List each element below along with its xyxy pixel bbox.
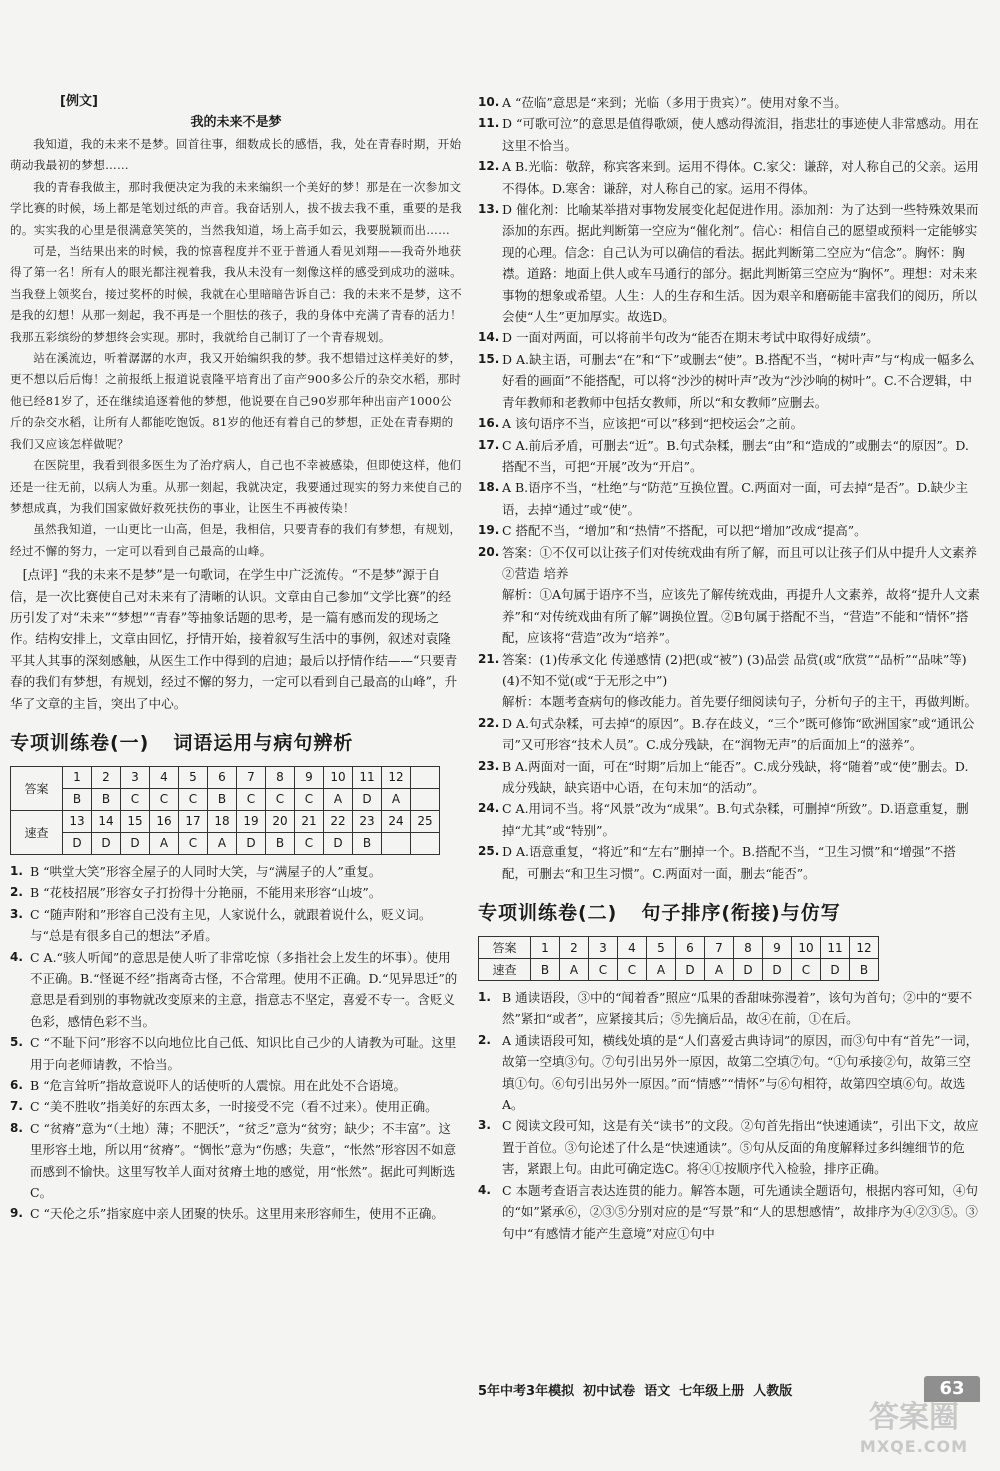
section1-subtitle: 词语运用与病句辨析 [173,731,354,754]
table-cell: D [324,832,353,854]
item-number: 1. [10,863,23,878]
list-item [10,882,462,903]
table-label-bottom: 速查 [479,959,531,981]
item-number: 19. [478,523,500,538]
table-cell: D [92,832,121,854]
table-cell: 6 [208,766,237,788]
item-text: B “花枝招展”形容女子打扮得十分艳丽，不能用来形容“山坡”。 [30,885,382,901]
table-cell: A [150,832,179,854]
table-row [479,959,879,981]
item-number: 23. [478,758,500,773]
section1-heading [10,728,462,758]
table-cell: B [63,788,92,810]
list-item [10,947,462,1033]
table-cell: 8 [266,766,295,788]
list-item [10,1118,462,1204]
table-cell: D [734,959,763,981]
item-text: C “贫瘠”意为“（土地）薄；不肥沃”，“贫乏”意为“贫穷；缺少；不丰富”。这里形容土地，所以用“贫瘠”。“惆怅”意为“伤感；失意”，“怅然”形容因不如意而感到不愉快。这里写牧羊人面对贫瘠土地的感觉，用“怅然”。据此可判断选C。 [30,1120,457,1201]
table-cell: C [295,788,324,810]
table-label-top: 答案 [11,766,63,810]
item-text: A “莅临”意思是“来到；光临（多用于贵宾）”。使用对象不当。 [502,95,847,110]
table-cell: C [792,959,821,981]
table-cell: A [324,788,353,810]
list-item [478,1030,980,1116]
essay-paragraph: 可是，当结果出来的时候，我的惊喜程度并不亚于普通人看见刘翔——我奇外地获得了第一名！所有人的眼光都注视着我，我从未没有一刻像这样的感受到成功的滋味。当我登上领奖台，接过奖杯的时候，我就在心里暗暗告诉自己：我的未来不是梦，这不是我的幻想！从那一刻起，我不再是一个胆怯的孩子，我的身体中充满了青春的活力！我那五彩缤纷的梦想终会实现。那时，我就给自己制订了一个青春规划。 [10,244,462,344]
item-number: 10. [478,95,500,109]
list-item [478,199,980,327]
table-label-bottom: 速查 [11,810,63,854]
page-number: 63 [924,1376,980,1402]
list-item [478,413,980,434]
essay-paragraph: 在医院里，我看到很多医生为了治疗病人，自己也不幸被感染，但即使这样，他们还是一往无前，以病人为重。从那一刻起，我就决定，我要通过现实的努力来使自己的梦想成真，为我们国家做好救死扶伤的事业，让医生不再被传染！ [10,458,462,515]
table-cell: D [353,788,382,810]
list-item [478,520,980,541]
essay-paragraph: 我的青春我做主，那时我便决定为我的未来编织一个美好的梦！那是在一次参加文学比赛的时候，场上都是笔划过纸的声音。我奋话别人，拔不拔去我不重，重要的是我的。实实我的心里是很满意笑笑的，当然我知道，场上高手如云，我要脱颖而出…… [10,179,462,237]
section1-items-right [478,92,980,884]
table-cell: D [121,832,150,854]
section1-title: 专项训练卷(一) [10,731,150,754]
footer-text: 5年中考3年模拟 初中试卷 语文 七年级上册 人教版 [478,1383,793,1399]
item-number: 22. [478,715,500,730]
table-cell: B [266,832,295,854]
table-cell: B [850,959,879,981]
table-cell: 3 [121,766,150,788]
item-number: 3. [478,1118,491,1133]
table-cell: C [618,959,647,981]
item-text: B “哄堂大笑”形容全屋子的人同时大笑，与“满屋子的人”重复。 [30,863,382,879]
list-item [478,798,980,841]
table-cell: C [150,788,179,810]
essay-paragraph: 站在溪流边，听着潺潺的水声，我又开始编织我的梦。我不想错过这样美好的梦，更不想以后后悔！之前报纸上报道说袁隆平培育出了亩产900多公斤的杂交水稻，那时他已经81岁了，还在继续追逐着他的梦想，他说要在自己90岁那年种出亩产1000公斤的杂交水稻，让所有人都能吃饱饭。81岁的他还有着自己的梦想，正处在青春期的我们又应该怎样做呢？ [10,351,462,451]
essay-body [10,134,462,562]
watermark-line1: 答案圈 [869,1400,959,1435]
table-cell: 13 [63,810,92,832]
list-item [10,904,462,947]
list-item [10,1032,462,1075]
list-item [10,861,462,882]
item-text: D A.语意重复，“将近”和“左右”删掉一个。B.搭配不当，“卫生习惯”和“增强”不搭配，可删去“和卫生习惯”。C.两面对一面，删去“能否”。 [502,844,956,881]
item-text: A B.光临：敬辞，称宾客来到。运用不得体。C.家父：谦辞，对人称自己的父亲。运用不得体。D.寒舍：谦辞，对人称自己的家。运用不得体。 [502,159,979,196]
list-item [478,713,980,756]
left-column [10,92,462,1225]
item-number: 2. [478,1032,491,1047]
item-text: D “可歌可泣”的意思是值得歌颂，使人感动得流泪，指悲壮的事迹使人非常感动。用在这里不恰当。 [502,116,979,153]
list-item [478,156,980,199]
table-cell: 2 [560,937,589,959]
item-text: C “天伦之乐”指家庭中亲人团聚的快乐。这里用来形容师生，使用不正确。 [30,1206,444,1222]
item-number: 7. [10,1099,23,1114]
section1-answer-table [10,766,440,855]
table-cell [411,788,440,810]
list-item [478,92,980,113]
table-cell: 20 [266,810,295,832]
item-text: C 搭配不当，“增加”和“热情”不搭配，可以把“增加”改成“提高”。 [502,523,867,539]
watermark-line2: MXQE.COM [859,1437,969,1456]
item-number: 1. [478,990,491,1005]
table-cell: 6 [676,937,705,959]
table-cell: 19 [237,810,266,832]
table-cell: A [208,832,237,854]
list-item [10,1203,462,1224]
list-item [478,1180,980,1244]
list-item [478,327,980,348]
item-number: 15. [478,351,500,366]
table-cell: 4 [618,937,647,959]
table-cell: 11 [821,937,850,959]
table-row [479,937,879,959]
list-item [478,649,980,713]
table-row [11,788,440,810]
table-cell: 18 [208,810,237,832]
table-cell: 24 [382,810,411,832]
item-number: 8. [10,1120,23,1135]
item-text: 答案：①不仅可以让孩子们对传统戏曲有所了解，而且可以让孩子们从中提升人文素养 ②营造 培养 解析：①A句属于语序不当，应该先了解传统戏曲，再提升人文素养，故将“提升人文素养”和“对传统戏曲有所了解”调换位置。②B句属于搭配不当，“营造”不能和“情怀”搭配，应该将“营造”改为“培养”。 [502,544,980,646]
item-number: 4. [478,1182,491,1197]
table-cell: 23 [353,810,382,832]
item-text: C “随声附和”形容自己没有主见，人家说什么，就跟着说什么，贬义词。与“总是有很多自己的想法”矛盾。 [30,906,432,944]
item-number: 4. [10,949,23,964]
section2-title: 专项训练卷(二) [478,902,618,925]
list-item [478,113,980,156]
essay-title: 我的未来不是梦 [190,115,282,130]
table-cell: 1 [531,937,560,959]
table-cell: 12 [850,937,879,959]
watermark-logo [832,1400,996,1464]
section2-heading [478,898,980,928]
item-number: 3. [10,906,23,921]
section2-subtitle: 句子排序(衔接)与仿写 [641,902,841,925]
table-cell: 5 [179,766,208,788]
essay-paragraph: 虽然我知道，一山更比一山高，但是，我相信，只要青春的我们有梦想，有规划，经过不懈的努力，一定可以看到自己最高的山峰。 [10,522,462,558]
item-text: C A.前后矛盾，可删去“近”。B.句式杂糅，删去“由”和“造成的”或删去“的原因”。D.搭配不当，可把“开展”改为“开启”。 [502,437,969,474]
essay-comment: [点评] “我的未来不是梦”是一句歌词，在学生中广泛流传。“不是梦”源于自信，是一次比赛使自己对未来有了清晰的认识。文章由自己参加“文学比赛”的经历引发了对“未来”“梦想”“青春”等抽象话题的思考，是一篇有感而发的现场之作。结构安排上，文章由回忆，抒情开始，接着叙写生活中的事例，叙述对袁隆平其人其事的深刻感触，从医生工作中得到的启迪；最后以抒情作结——“只要青春的我们有梦想，有规划，经过不懈的努力，一定可以看到自己最高的山峰”，升华了文章的主旨，突出了中心。 [10,567,458,711]
table-cell: 17 [179,810,208,832]
item-text: D 一面对两面，可以将前半句改为“能否在期末考试中取得好成绩”。 [502,330,879,346]
table-cell: C [589,959,618,981]
table-cell: 7 [237,766,266,788]
table-cell: 21 [295,810,324,832]
table-cell: A [382,788,411,810]
table-cell: B [208,788,237,810]
list-item [478,542,980,649]
list-item [478,1115,980,1179]
table-cell: 14 [92,810,121,832]
item-number: 17. [478,437,500,452]
table-cell: C [237,788,266,810]
table-cell: 10 [792,937,821,959]
table-cell: 2 [92,766,121,788]
table-cell: D [821,959,850,981]
table-row [11,832,440,854]
item-number: 24. [478,801,500,816]
item-number: 12. [478,159,500,174]
item-text: D A.缺主语，可删去“在”和“下”或删去“使”。B.搭配不当，“树叶声”与“构成一幅多么好看的画面”不能搭配，可以将“沙沙的树叶声”改为“沙沙响的树叶”。C.不合逻辑，中青年教师和老教师中包括女教师，所以“和女教师”应删去。 [502,351,975,410]
table-cell [382,832,411,854]
section2-items [478,987,980,1244]
item-text: C 本题考查语言表达连贯的能力。解答本题，可先通读全题语句，根据内容可知，④句的“如”紧承⑥，②③⑤分别对应的是“写景”和“人的思想感情”，故排序为④②③⑤。③句中“有感情才能产生意境”对应①句中 [502,1182,979,1241]
table-cell: 9 [295,766,324,788]
table-cell: 22 [324,810,353,832]
table-cell: A [705,959,734,981]
table-cell [411,766,440,788]
item-text: A 该句语序不当，应该把“可以”移到“把校运会”之前。 [502,416,804,432]
item-number: 20. [478,544,500,559]
item-text: B 通读语段，③中的“闻着香”照应“瓜果的香甜味弥漫着”，该句为首句；②中的“要不然”紧扣“或者”，应紧接其后；⑤先摘后品，故④在前，①在后。 [502,990,973,1027]
item-number: 2. [10,885,23,900]
item-number: 18. [478,480,500,495]
table-cell [411,832,440,854]
item-number: 6. [10,1078,23,1093]
essay-paragraph: 我知道，我的未来不是梦。回首往事，细数成长的感悟，我，处在青春时期，开始萌动我最初的梦想…… [10,137,462,173]
table-cell: 11 [353,766,382,788]
table-row [11,810,440,832]
item-number: 16. [478,416,500,431]
table-cell: A [647,959,676,981]
table-cell: 7 [705,937,734,959]
list-item [478,841,980,884]
item-number: 14. [478,330,500,345]
item-text: C 阅读文段可知，这是有关“读书”的文段。②句首先指出“快速通读”，引出下文，故应置于首位。③句论述了什么是“快速通读”。⑤句从反面的角度解释过多纠缠细节的危害，紧跟上句。由此可确定选C。将④①按顺序代入检验，排序正确。 [502,1118,979,1177]
item-number: 9. [10,1206,23,1221]
table-cell: B [531,959,560,981]
table-cell: C [121,788,150,810]
list-item [478,435,980,478]
table-cell: 12 [382,766,411,788]
table-cell: D [763,959,792,981]
table-cell: 15 [121,810,150,832]
item-number: 13. [478,202,500,217]
list-item [478,477,980,520]
table-cell: 25 [411,810,440,832]
table-cell: 5 [647,937,676,959]
item-number: 11. [478,116,500,131]
table-cell: C [179,788,208,810]
table-row [11,766,440,788]
item-text: B A.两面对一面，可在“时期”后加上“能否”。C.成分残缺，将“随着”或“使”删去。D.成分残缺，缺宾语中心语，在句末加“的活动”。 [502,758,969,795]
table-cell: 3 [589,937,618,959]
list-item [478,987,980,1030]
item-text: C A.“骇人听闻”的意思是使人听了非常吃惊（多指社会上发生的坏事）。使用不正确。B.“怪诞不经”指离奇古怪，不合常理。使用不正确。D.“见异思迁”的意思是看到别的事物就改变原来的主意，指意志不坚定，喜爱不专一。含贬义色彩，感情色彩不当。 [30,949,458,1029]
table-cell: 1 [63,766,92,788]
table-cell: 10 [324,766,353,788]
item-text: C A.用词不当。将“风景”改为“成果”。B.句式杂糅，可删掉“所致”。D.语意重复，删掉“尤其”或“特别”。 [502,801,969,838]
list-item [10,1075,462,1096]
table-cell: B [92,788,121,810]
section1-items-left [10,861,462,1225]
table-cell: C [179,832,208,854]
section2-answer-table [478,936,879,981]
table-cell: B [353,832,382,854]
item-number: 5. [10,1035,23,1050]
example-tag: [例文] [60,94,98,109]
item-text: D 催化剂：比喻某举措对事物发展变化起促进作用。添加剂：为了达到一些特殊效果而添加的东西。据此判断第一空应为“催化剂”。信心：相信自己的愿望或预料一定能够实现的心理。信念：自己认为可以确信的看法。据此判断第二空应为“信念”。胸怀：胸襟。道路：地面上供人或车马通行的部分。据此判断第三空应为“胸怀”。理想：对未来事物的想象或希望。人生：人的生存和生活。因为艰辛和磨砺能丰富我们的阅历，所以会使“人生”更加厚实。故选D。 [502,202,979,325]
table-label-top: 答案 [479,937,531,959]
list-item [10,1096,462,1117]
table-cell: 16 [150,810,179,832]
table-cell: C [266,788,295,810]
list-item [478,756,980,799]
table-cell: 8 [734,937,763,959]
item-text: A 通读语段可知，横线处填的是“人们喜爱古典诗词”的原因，而③句中有“首先”一词，故第一空填③句。⑦句引出另外一原因，故第二空填⑦句。“①句承接②句，故第三空填①句。⑥句引出另外一原因。”而“情感”“情怀”与⑥句相符，故第四空填⑥句。故选A。 [502,1032,979,1113]
item-text: 答案：(1)传承文化 传递感情 (2)把(或“被”) (3)品尝 品赏(或“欣赏”“品析”“品味”等) (4)不知不觉(或“于无形之中”) 解析：本题考查病句的修改能力。首先要仔细阅读句子，分析句子的主干，再做判断。 [502,651,978,710]
item-text: D A.句式杂糅，可去掉“的原因”。B.存在歧义，“三个”既可修饰“欧洲国家”或“通讯公司”又可形容“技术人员”。C.成分残缺，在“润物无声”的后面加上“的滋养”。 [502,715,975,753]
item-text: A B.语序不当，“杜绝”与“防范”互换位置。C.两面对一面，可去掉“是否”。D.缺少主语，去掉“通过”或“使”。 [502,480,969,517]
item-number: 25. [478,844,500,859]
table-cell: D [63,832,92,854]
page-footer [478,1375,980,1403]
table-cell: 4 [150,766,179,788]
table-cell: A [560,959,589,981]
table-cell: D [676,959,705,981]
item-text: C “不耻下问”形容不以向地位比自己低、知识比自己少的人请教为可耻。这里用于向老师请教，不恰当。 [30,1035,457,1072]
table-cell: 9 [763,937,792,959]
list-item [478,349,980,413]
table-cell: D [237,832,266,854]
item-text: B “危言耸听”指故意说吓人的话使听的人震惊。用在此处不合语境。 [30,1078,406,1094]
table-cell: C [295,832,324,854]
item-number: 21. [478,651,500,666]
right-column [478,92,980,1244]
item-text: C “美不胜收”指美好的东西太多，一时接受不完（看不过来）。使用正确。 [30,1099,438,1115]
